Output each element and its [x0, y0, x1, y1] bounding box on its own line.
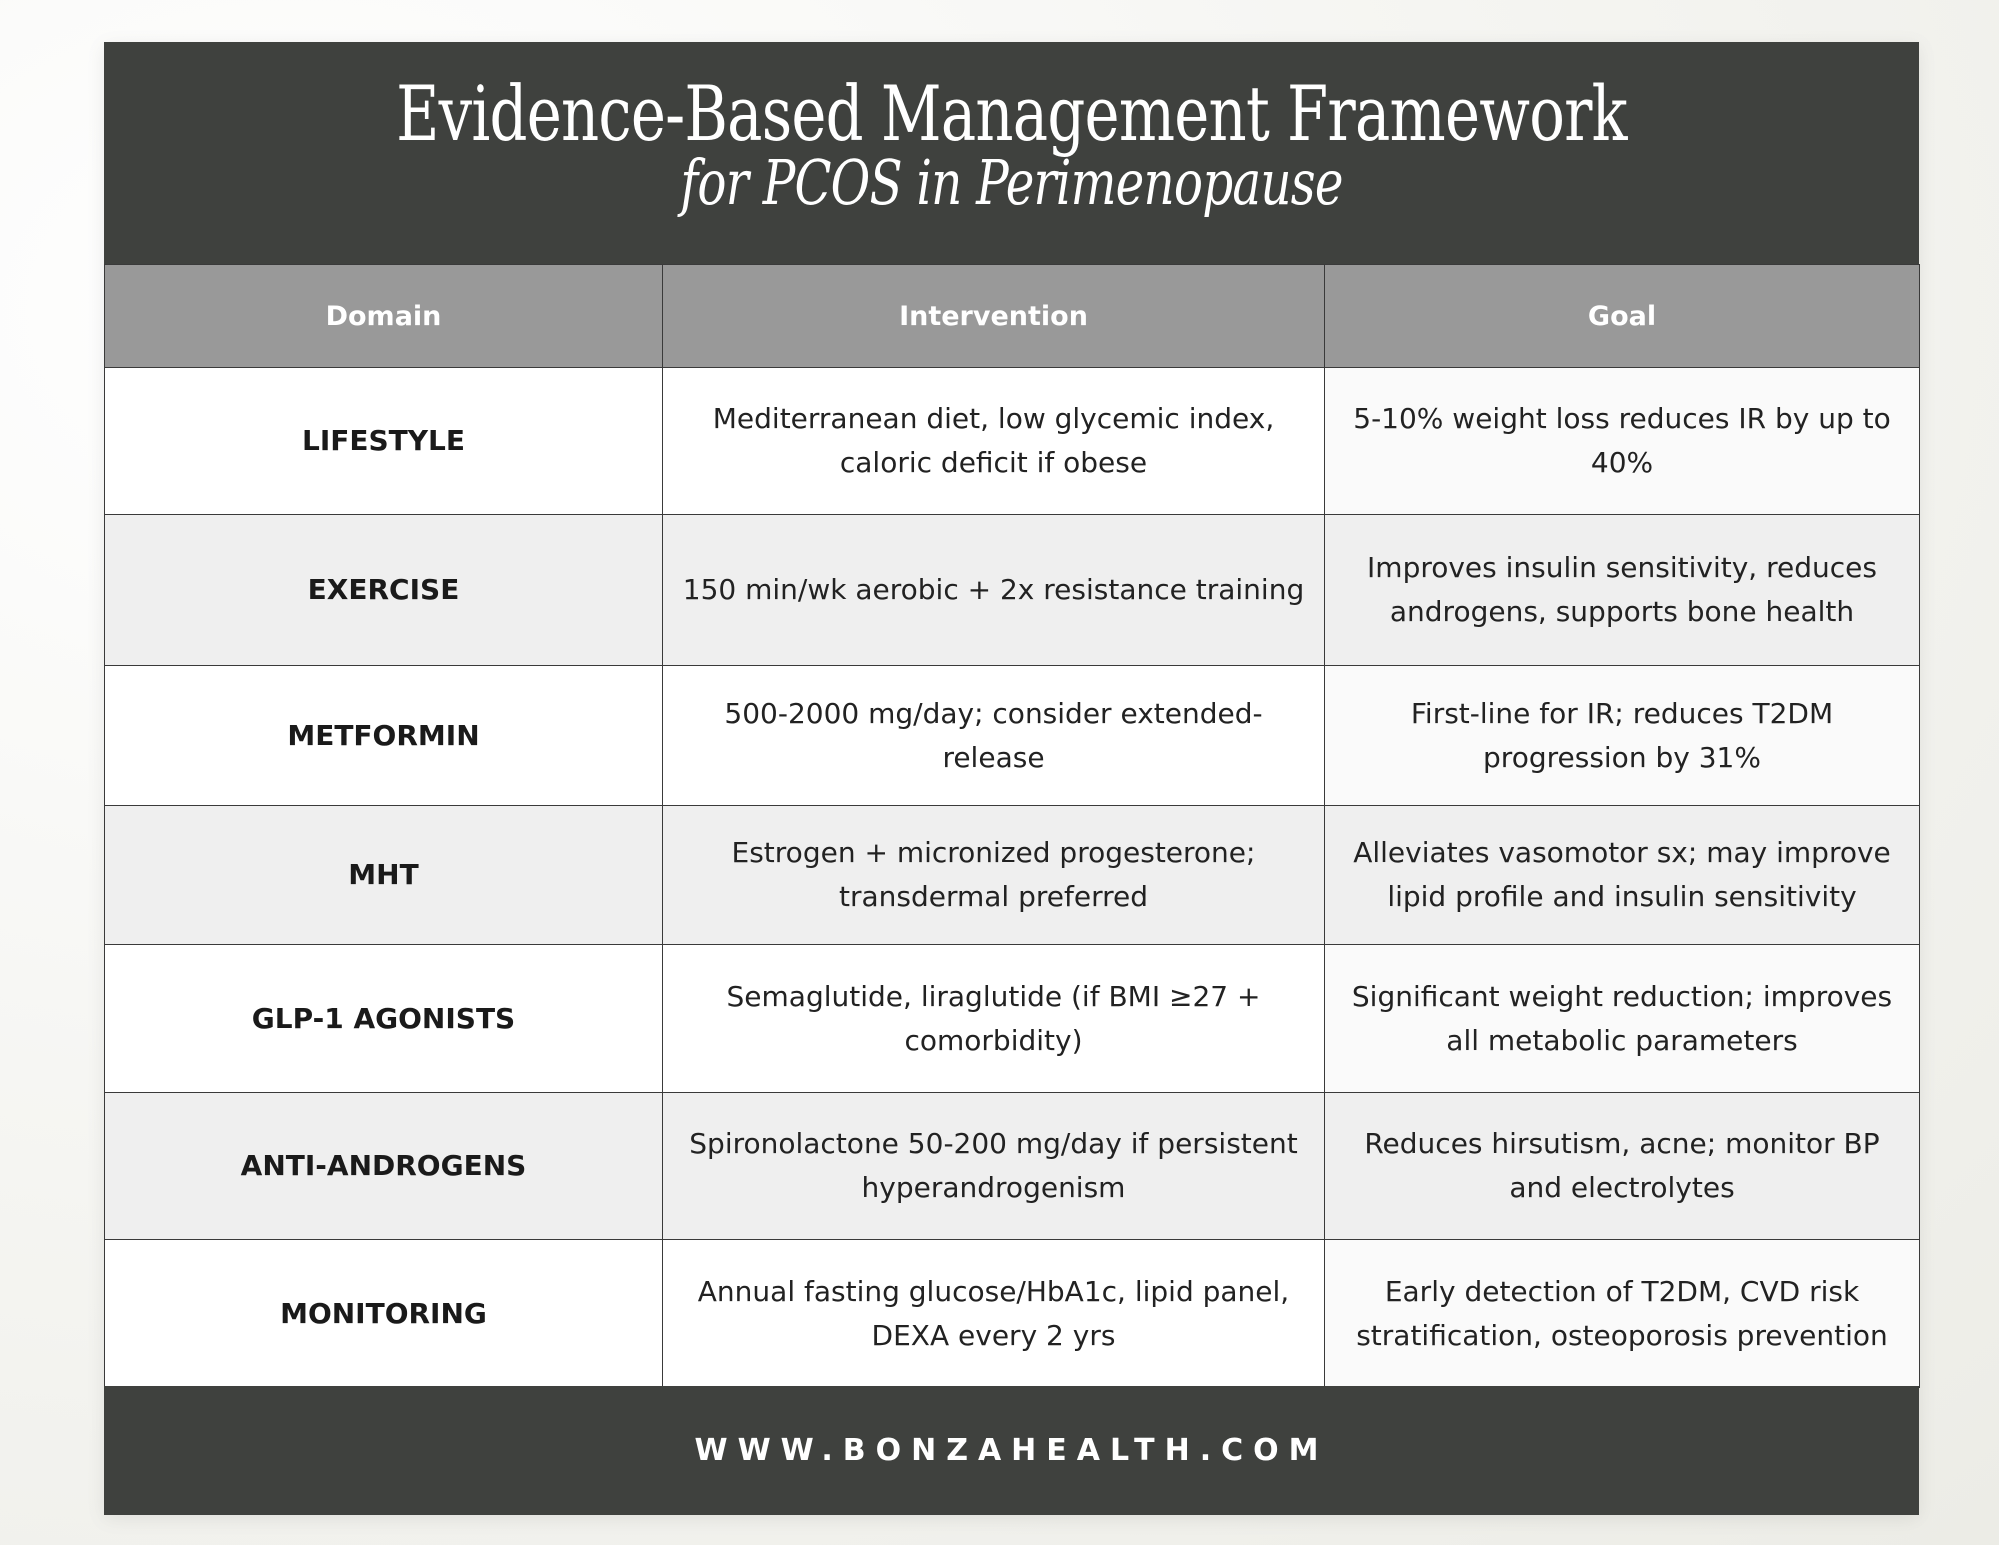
column-header-goal: Goal: [1325, 265, 1920, 368]
domain-cell: MHT: [105, 806, 663, 945]
column-header-intervention: Intervention: [663, 265, 1325, 368]
goal-cell: Early detection of T2DM, CVD risk stratification, osteoporosis prevention: [1325, 1240, 1920, 1388]
goal-cell: 5-10% weight loss reduces IR by up to 40%: [1325, 368, 1920, 515]
framework-card: [104, 42, 1919, 1515]
column-header-domain: Domain: [105, 265, 663, 368]
table-row: [105, 945, 1920, 1093]
table-row: [105, 368, 1920, 515]
domain-cell: EXERCISE: [105, 515, 663, 666]
page-subtitle: for PCOS in Perimenopause: [680, 146, 1343, 219]
table-row: [105, 1093, 1920, 1240]
header-banner: [104, 42, 1919, 264]
intervention-cell: 150 min/wk aerobic + 2x resistance training: [663, 515, 1325, 666]
table-header-row: [105, 265, 1920, 368]
website-url: WWW.BONZAHEALTH.COM: [694, 1433, 1329, 1468]
domain-cell: MONITORING: [105, 1240, 663, 1388]
table-row: [105, 666, 1920, 806]
goal-cell: Alleviates vasomotor sx; may improve lipid profile and insulin sensitivity: [1325, 806, 1920, 945]
footer-banner: [104, 1386, 1919, 1515]
goal-cell: Reduces hirsutism, acne; monitor BP and electrolytes: [1325, 1093, 1920, 1240]
domain-cell: LIFESTYLE: [105, 368, 663, 515]
table-row: [105, 515, 1920, 666]
domain-cell: ANTI-ANDROGENS: [105, 1093, 663, 1240]
goal-cell: Significant weight reduction; improves all metabolic parameters: [1325, 945, 1920, 1093]
intervention-cell: Spironolactone 50-200 mg/day if persistent hyperandrogenism: [663, 1093, 1325, 1240]
domain-cell: METFORMIN: [105, 666, 663, 806]
table-row: [105, 806, 1920, 945]
page-title: Evidence-Based Management Framework: [396, 69, 1627, 158]
goal-cell: Improves insulin sensitivity, reduces androgens, supports bone health: [1325, 515, 1920, 666]
table-row: [105, 1240, 1920, 1388]
intervention-cell: 500-2000 mg/day; consider extended-release: [663, 666, 1325, 806]
intervention-cell: Estrogen + micronized progesterone; transdermal preferred: [663, 806, 1325, 945]
management-table: [104, 264, 1920, 1388]
intervention-cell: Mediterranean diet, low glycemic index, caloric deficit if obese: [663, 368, 1325, 515]
intervention-cell: Semaglutide, liraglutide (if BMI ≥27 + comorbidity): [663, 945, 1325, 1093]
domain-cell: GLP-1 AGONISTS: [105, 945, 663, 1093]
intervention-cell: Annual fasting glucose/HbA1c, lipid panel, DEXA every 2 yrs: [663, 1240, 1325, 1388]
goal-cell: First-line for IR; reduces T2DM progression by 31%: [1325, 666, 1920, 806]
